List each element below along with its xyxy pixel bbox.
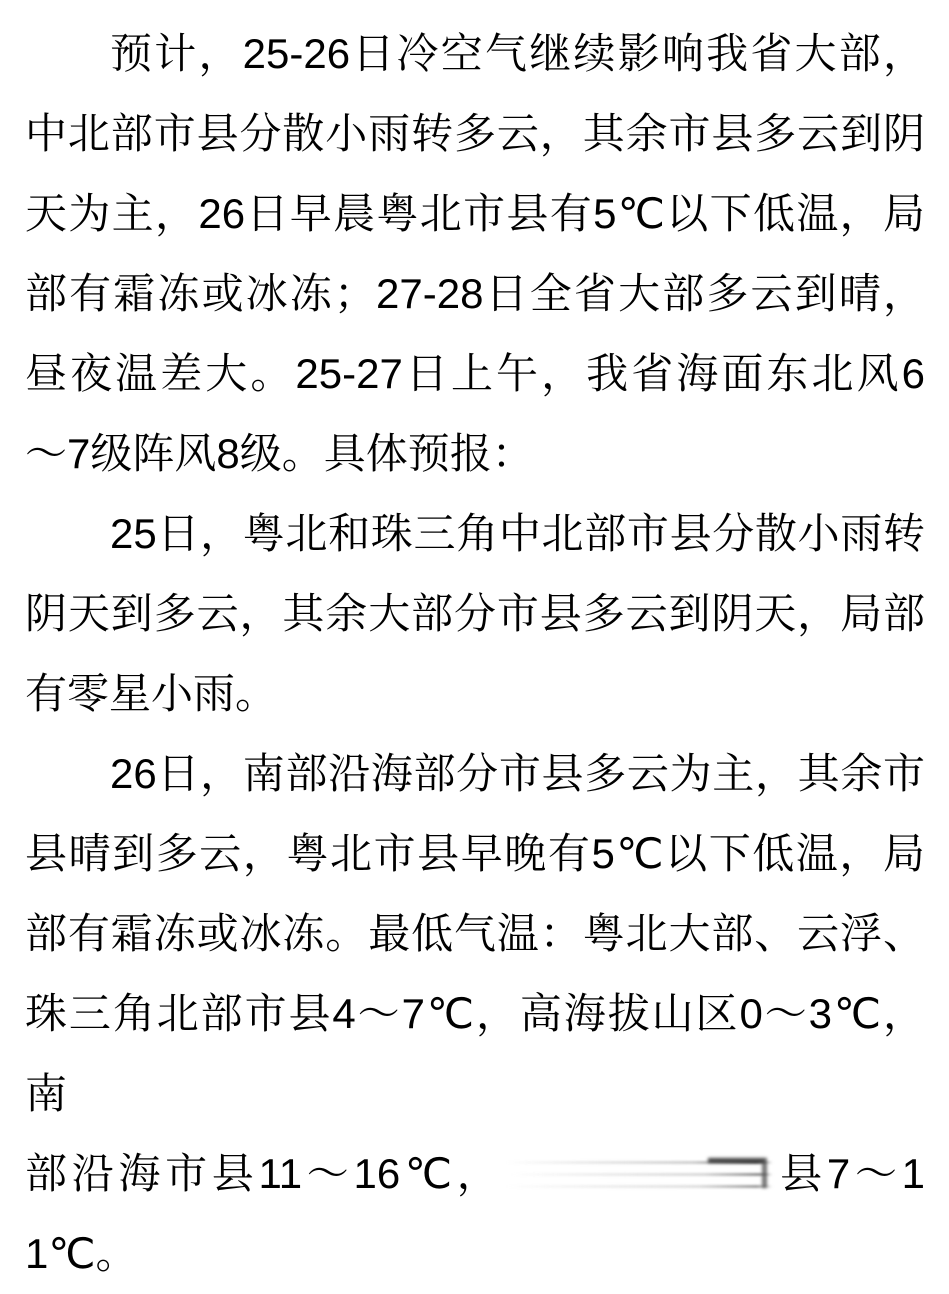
smeared-redaction	[505, 1153, 773, 1197]
text-line: 26日，南部沿海部分市县多云为主，其余市	[110, 750, 925, 797]
text-line: 中北部市县分散小雨转多云，其余市县多云到阴	[25, 110, 925, 157]
text-line: 25日，粤北和珠三角中北部市县分散小雨转	[110, 510, 925, 557]
text-line: 1℃。	[25, 1230, 138, 1277]
text-line: 珠三角北部市县4～7℃，高海拔山区0～3℃，南	[25, 990, 925, 1117]
text-line: 部有霜冻或冰冻。最低气温：粤北大部、云浮、	[25, 910, 925, 957]
text-line: 有零星小雨。	[25, 670, 278, 717]
text-line: 天为主，26日早晨粤北市县有5℃以下低温，局	[25, 190, 925, 237]
text-line-with-smear	[25, 1134, 925, 1214]
text-segment: 县7～1	[775, 1150, 925, 1197]
text-line: 阴天到多云，其余大部分市县多云到阴天，局部	[25, 590, 925, 637]
text-line: 昼夜温差大。25-27日上午，我省海面东北风6	[25, 350, 925, 397]
text-line: 县晴到多云，粤北市县早晚有5℃以下低温，局	[25, 830, 925, 877]
text-line: 部有霜冻或冰冻；27-28日全省大部多云到晴，	[25, 270, 925, 317]
text-line: ～7级阵风8级。具体预报：	[25, 430, 534, 477]
text-line: 预计，25-26日冷空气继续影响我省大部，	[110, 30, 925, 77]
text-segment: 部沿海市县11～16℃，	[25, 1150, 504, 1197]
